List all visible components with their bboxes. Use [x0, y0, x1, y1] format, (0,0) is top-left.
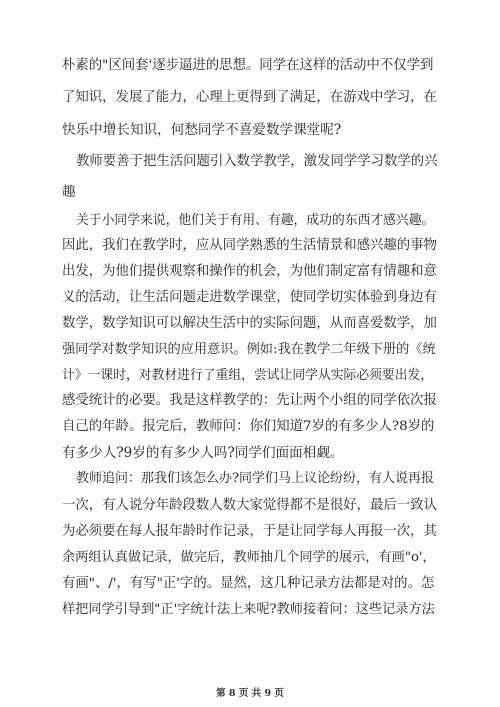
text-line: 强同学对数学知识的应用意识。例如:我在教学二年级下册的《统: [62, 342, 436, 357]
page-number-footer: 第 8 页 共 9 页: [216, 688, 284, 699]
text-line: 出发，为他们提供观察和操作的机会，为他们制定富有情趣和意: [62, 264, 437, 279]
text-line: 因此，我们在教学时，应从同学熟悉的生活情景和感兴趣的事物: [62, 238, 437, 253]
text-line: 计》一课时，对教材进行了重组，尝试让同学从实际必须要出发，: [62, 368, 434, 383]
text-line: 样把同学引导到"正'字统计法上来呢?教师接着问：这些记录方法: [62, 602, 435, 617]
section-heading-line: 教师要善于把生活问题引入数学教学，激发同学学习数学的兴: [76, 154, 438, 169]
text-line: 数学，数学知识可以解决生活中的实际问题，从而喜爱数学，加: [62, 316, 437, 331]
text-line: 关于小同学来说，他们关于有用、有趣，成功的东西才感兴趣。: [76, 213, 435, 228]
text-line: 为必须要在每人报年龄时作记录，于是让同学每人再报一次，其: [62, 524, 437, 539]
text-line: 一次，有人说分年龄段数人数大家觉得都不是很好，最后一致认: [62, 498, 437, 513]
text-line: 有多少人?9岁的有多少人吗?同学们面面相觑。: [62, 445, 344, 461]
text-line: 朴素的"区间套'逐步逼进的思想。同学在这样的活动中不仅学到: [62, 58, 434, 73]
text-line: 快乐中增长知识，何愁同学不喜爱数学课堂呢?: [62, 122, 342, 138]
text-line: 义的活动，让生活问题走进数学课堂，使同学切实体验到身边有: [62, 290, 437, 305]
section-heading-line: 趣: [62, 184, 76, 200]
text-line: 自己的年龄。报完后，教师问：你们知道7岁的有多少人?8岁的: [62, 419, 435, 434]
text-line: 教师追问：那我们该怎么办?同学们马上议论纷纷，有人说再报: [76, 471, 434, 486]
text-line: 感受统计的必要。我是这样教学的：先让两个小组的同学依次报: [62, 393, 437, 408]
text-line: 了知识，发展了能力，心理上更得到了满足，在游戏中学习，在: [62, 90, 437, 105]
text-line: 余两组认真做记录，做完后，教师抽几个同学的展示，有画"o'，: [62, 550, 436, 565]
text-line: 有画"、/'，有写"正'字的。显然，这几种记录方法都是对的。怎: [62, 576, 435, 591]
